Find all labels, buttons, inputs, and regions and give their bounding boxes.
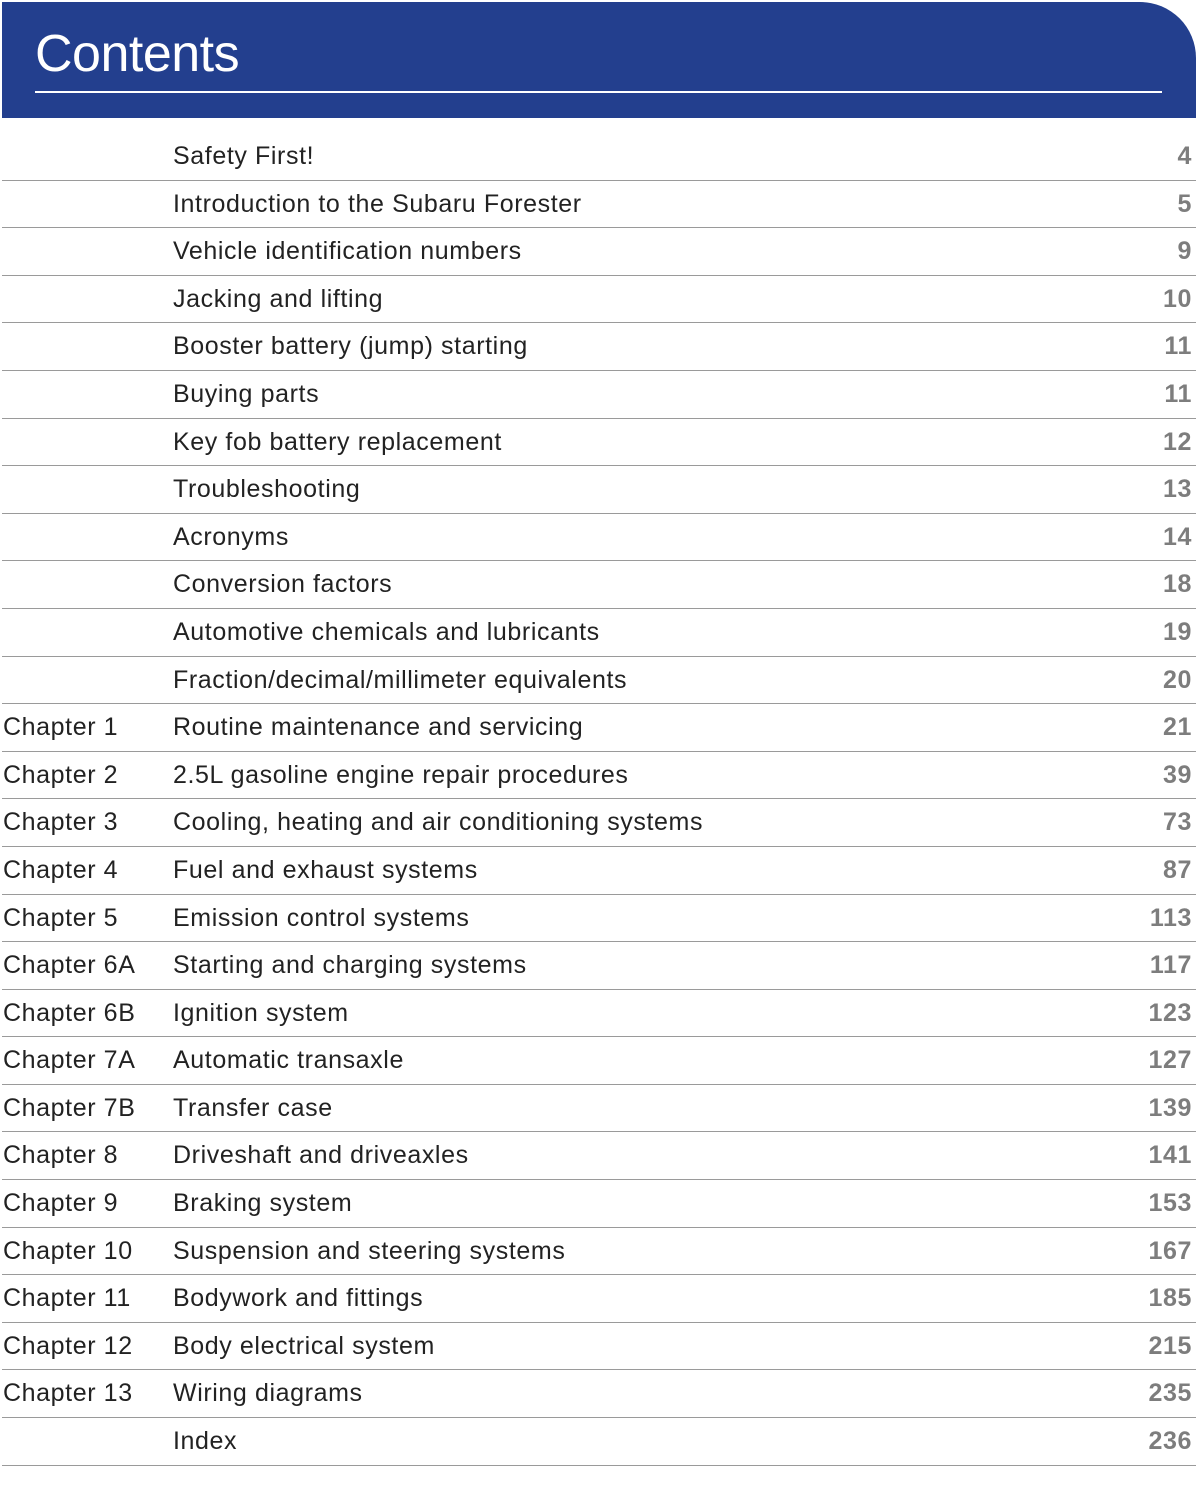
toc-page-number: 12 [1162, 427, 1192, 456]
page-title: Contents [35, 25, 240, 83]
toc-page-number: 153 [1148, 1189, 1192, 1218]
toc-page-number: 21 [1162, 713, 1192, 742]
toc-row[interactable] [2, 657, 1196, 705]
toc-page-number: 141 [1148, 1141, 1192, 1170]
toc-entry-title[interactable]: Cooling, heating and air conditioning systems [173, 808, 704, 837]
toc-row[interactable] [2, 133, 1196, 181]
toc-row[interactable] [2, 561, 1196, 609]
table-of-contents [2, 133, 1196, 1466]
toc-page-number: 39 [1162, 760, 1192, 789]
toc-entry-title[interactable]: Safety First! [173, 142, 315, 170]
toc-chapter-label: Chapter 2 [3, 760, 119, 789]
toc-page-number: 11 [1164, 379, 1192, 408]
toc-row[interactable] [2, 1085, 1196, 1133]
toc-entry-title[interactable]: Fraction/decimal/millimeter equivalents [173, 665, 628, 694]
toc-entry-title[interactable]: Transfer case [173, 1093, 333, 1122]
toc-entry-title[interactable]: Vehicle identification numbers [173, 237, 522, 266]
toc-chapter-label: Chapter 10 [3, 1236, 133, 1265]
toc-row[interactable] [2, 799, 1196, 847]
toc-row[interactable] [2, 1275, 1196, 1323]
toc-chapter-label: Chapter 1 [3, 713, 119, 742]
toc-entry-title[interactable]: Acronyms [173, 522, 289, 551]
toc-entry-title[interactable]: Key fob battery replacement [173, 427, 502, 456]
toc-entry-title[interactable]: 2.5L gasoline engine repair procedures [173, 760, 629, 789]
toc-row[interactable] [2, 1180, 1196, 1228]
toc-entry-title[interactable]: Automotive chemicals and lubricants [173, 617, 600, 646]
toc-page-number: 9 [1177, 237, 1192, 266]
toc-chapter-label: Chapter 6A [3, 951, 136, 980]
toc-row[interactable] [2, 1132, 1196, 1180]
toc-page-number: 4 [1177, 142, 1192, 170]
toc-chapter-label: Chapter 4 [3, 855, 119, 884]
toc-page-number: 5 [1177, 189, 1192, 218]
toc-row[interactable] [2, 1037, 1196, 1085]
toc-entry-title[interactable]: Driveshaft and driveaxles [173, 1141, 469, 1170]
toc-row[interactable] [2, 1370, 1196, 1418]
toc-row[interactable] [2, 371, 1196, 419]
toc-row[interactable] [2, 1228, 1196, 1276]
toc-entry-title[interactable]: Routine maintenance and servicing [173, 713, 584, 742]
toc-entry-title[interactable]: Jacking and lifting [173, 284, 384, 313]
toc-row[interactable] [2, 181, 1196, 229]
toc-page-number: 235 [1148, 1379, 1192, 1408]
toc-chapter-label: Chapter 11 [3, 1284, 131, 1313]
toc-row[interactable] [2, 1323, 1196, 1371]
toc-chapter-label: Chapter 9 [3, 1189, 119, 1218]
toc-page-number: 236 [1148, 1427, 1192, 1456]
toc-row[interactable] [2, 466, 1196, 514]
toc-page-number: 215 [1148, 1331, 1192, 1360]
toc-entry-title[interactable]: Fuel and exhaust systems [173, 855, 478, 884]
toc-page-number: 14 [1162, 522, 1192, 551]
toc-page-number: 11 [1164, 332, 1192, 361]
toc-row[interactable] [2, 276, 1196, 324]
toc-row[interactable] [2, 228, 1196, 276]
toc-row[interactable] [2, 847, 1196, 895]
toc-entry-title[interactable]: Automatic transaxle [173, 1046, 404, 1075]
toc-page-number: 20 [1162, 665, 1192, 694]
toc-row[interactable] [2, 990, 1196, 1038]
toc-page-number: 167 [1148, 1236, 1192, 1265]
toc-page-number: 10 [1162, 284, 1192, 313]
toc-page-number: 73 [1162, 808, 1192, 837]
toc-chapter-label: Chapter 12 [3, 1331, 133, 1360]
toc-row[interactable] [2, 419, 1196, 467]
toc-page-number: 127 [1148, 1046, 1192, 1075]
toc-row[interactable] [2, 609, 1196, 657]
toc-page-number: 13 [1162, 475, 1192, 504]
toc-page-number: 87 [1162, 855, 1192, 884]
toc-page-number: 185 [1148, 1284, 1192, 1313]
toc-page-number: 18 [1162, 570, 1192, 599]
toc-page-number: 123 [1148, 998, 1192, 1027]
toc-entry-title[interactable]: Suspension and steering systems [173, 1236, 566, 1265]
toc-entry-title[interactable]: Emission control systems [173, 903, 470, 932]
toc-chapter-label: Chapter 6B [3, 998, 136, 1027]
toc-entry-title[interactable]: Body electrical system [173, 1331, 435, 1360]
toc-row[interactable] [2, 704, 1196, 752]
toc-row[interactable] [2, 895, 1196, 943]
toc-entry-title[interactable]: Introduction to the Subaru Forester [173, 189, 582, 218]
toc-row[interactable] [2, 942, 1196, 990]
toc-row[interactable] [2, 752, 1196, 800]
toc-chapter-label: Chapter 5 [3, 903, 119, 932]
toc-entry-title[interactable]: Braking system [173, 1189, 353, 1218]
header-rule [35, 91, 1162, 93]
toc-chapter-label: Chapter 13 [3, 1379, 133, 1408]
toc-entry-title[interactable]: Conversion factors [173, 570, 393, 599]
toc-entry-title[interactable]: Buying parts [173, 379, 320, 408]
toc-entry-title[interactable]: Ignition system [173, 998, 349, 1027]
toc-entry-title[interactable]: Wiring diagrams [173, 1379, 363, 1408]
toc-chapter-label: Chapter 3 [3, 808, 119, 837]
toc-entry-title[interactable]: Starting and charging systems [173, 951, 527, 980]
toc-page-number: 139 [1148, 1093, 1192, 1122]
toc-row[interactable] [2, 1418, 1196, 1466]
toc-page-number: 113 [1149, 903, 1192, 932]
toc-page-number: 19 [1162, 617, 1192, 646]
toc-page-number: 117 [1149, 951, 1192, 980]
toc-entry-title[interactable]: Booster battery (jump) starting [173, 332, 528, 361]
toc-chapter-label: Chapter 7B [3, 1093, 136, 1122]
toc-row[interactable] [2, 323, 1196, 371]
toc-entry-title[interactable]: Troubleshooting [173, 475, 361, 504]
toc-row[interactable] [2, 514, 1196, 562]
toc-chapter-label: Chapter 8 [3, 1141, 119, 1170]
toc-entry-title[interactable]: Bodywork and fittings [173, 1284, 424, 1313]
toc-entry-title[interactable]: Index [173, 1427, 238, 1456]
contents-header [2, 2, 1196, 118]
toc-chapter-label: Chapter 7A [3, 1046, 136, 1075]
